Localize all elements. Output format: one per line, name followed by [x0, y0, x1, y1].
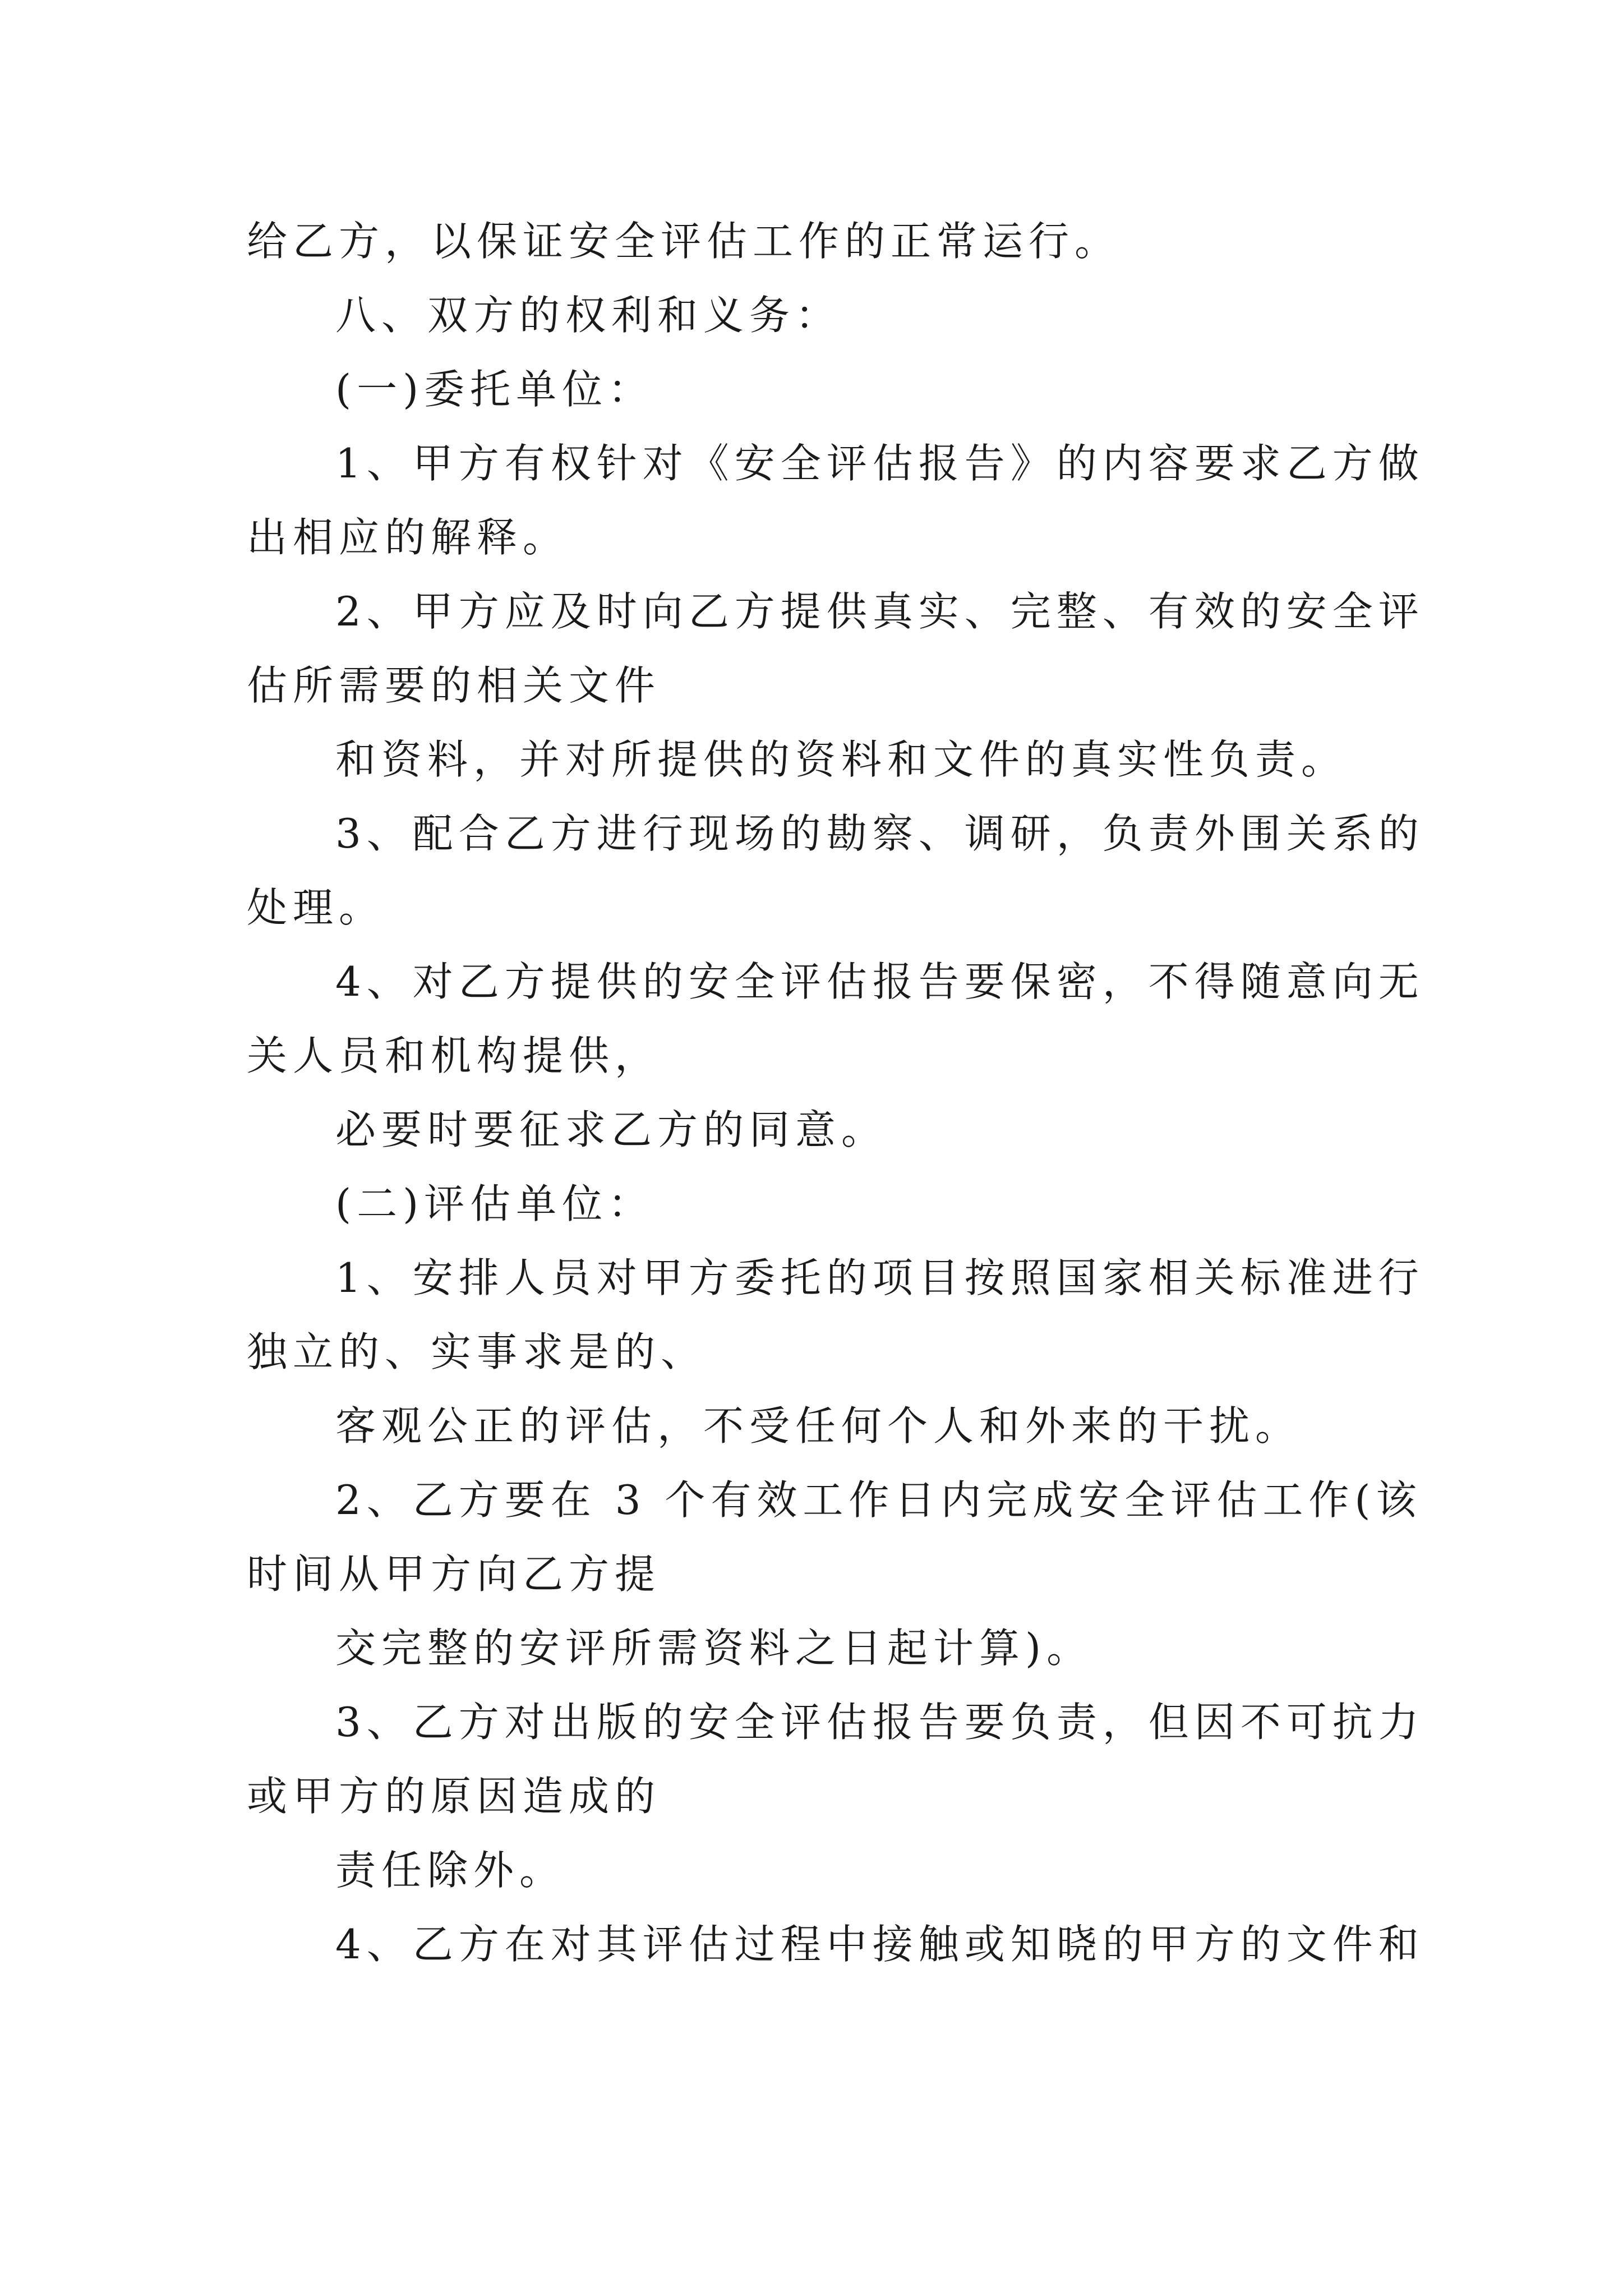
list-item-wrap-line: 或甲方的原因造成的: [247, 1773, 661, 1820]
list-item-line: 1、甲方有权针对《安全评估报告》的内容要求乙方做: [335, 440, 1424, 487]
list-item-line: 2、乙方要在 3 个有效工作日内完成安全评估工作(该: [335, 1476, 1422, 1524]
list-item-wrap-line: 关人员和机构提供，: [247, 1032, 661, 1079]
list-item-line: 3、乙方对出版的安全评估报告要负责，但因不可抗力: [335, 1699, 1424, 1746]
section-heading-rights-duties: 八、双方的权利和义务：: [335, 292, 842, 339]
list-item-wrap-line: 责任除外。: [335, 1847, 566, 1894]
list-item-line: 3、配合乙方进行现场的勘察、调研，负责外围关系的: [335, 810, 1424, 857]
subsection-heading-client: (一)委托单位：: [335, 366, 654, 413]
list-item-line: 4、乙方在对其评估过程中接触或知晓的甲方的文件和: [335, 1921, 1424, 1968]
list-item-wrap-line: 时间从甲方向乙方提: [247, 1550, 661, 1598]
list-item-line: 1、安排人员对甲方委托的项目按照国家相关标准进行: [335, 1254, 1424, 1301]
list-item-wrap-line: 出相应的解释。: [247, 514, 569, 561]
list-item-wrap-line: 处理。: [247, 884, 385, 931]
list-item-line: 2、甲方应及时向乙方提供真实、完整、有效的安全评: [335, 588, 1424, 635]
list-item-wrap-line: 必要时要征求乙方的同意。: [335, 1106, 888, 1153]
list-item-wrap-line: 和资料，并对所提供的资料和文件的真实性负责。: [335, 736, 1348, 783]
list-item-wrap-line: 独立的、实事求是的、: [247, 1328, 707, 1375]
paragraph-continuation-line: 给乙方，以保证安全评估工作的正常运行。: [247, 218, 1121, 265]
list-item-wrap-line: 客观公正的评估，不受任何个人和外来的干扰。: [335, 1402, 1302, 1450]
subsection-heading-assessor: (二)评估单位：: [335, 1180, 654, 1227]
list-item-wrap-line: 交完整的安评所需资料之日起计算)。: [335, 1625, 1093, 1672]
list-item-wrap-line: 估所需要的相关文件: [247, 662, 661, 709]
list-item-line: 4、对乙方提供的安全评估报告要保密，不得随意向无: [335, 958, 1424, 1005]
